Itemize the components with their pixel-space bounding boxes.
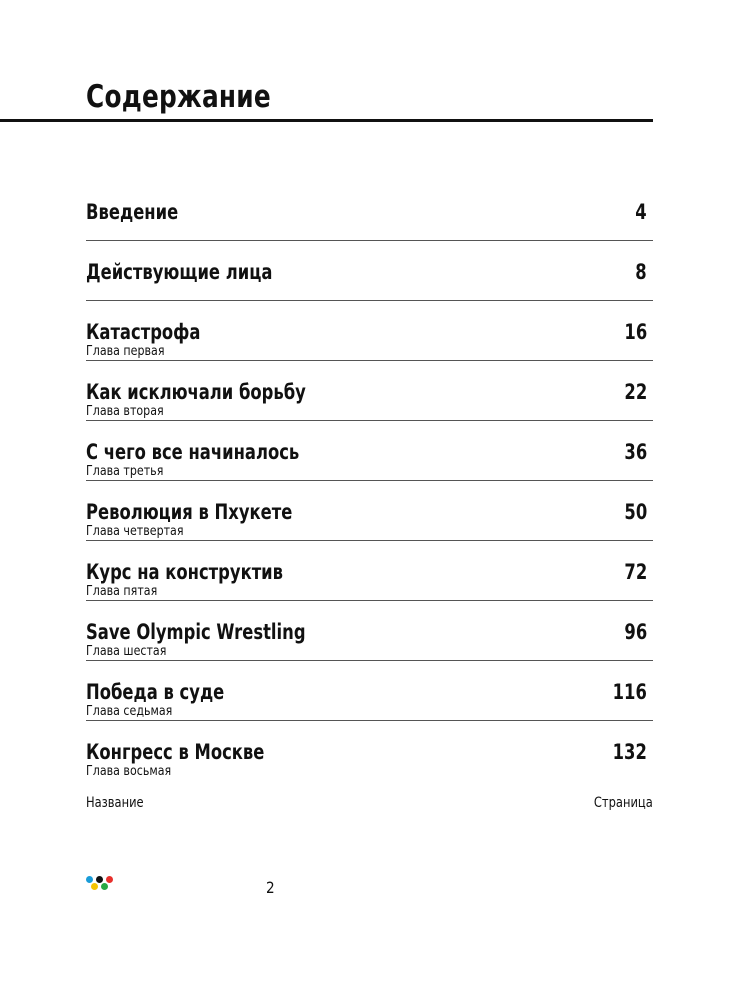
toc-entry-page: 132 (612, 740, 647, 764)
toc-entry-subtitle: Глава первая (86, 343, 165, 359)
toc-entry-title: Введение (86, 200, 179, 224)
toc-entry-chapter-3[interactable] (86, 421, 653, 481)
toc-entry-chapter-5[interactable] (86, 541, 653, 601)
toc-entry-page: 8 (635, 260, 647, 284)
toc-entry-subtitle: Глава четвертая (86, 523, 184, 539)
logo-dot-blue (86, 876, 93, 883)
toc-entry-title: Save Olympic Wrestling (86, 620, 306, 644)
table-of-contents (86, 181, 653, 781)
logo-dot-red (106, 876, 113, 883)
toc-entry-chapter-8[interactable] (86, 721, 653, 781)
toc-entry-title: Как исключали борьбу (86, 380, 306, 404)
toc-entry-chapter-7[interactable] (86, 661, 653, 721)
toc-entry-page: 116 (612, 680, 647, 704)
toc-entry-introduction[interactable] (86, 181, 653, 241)
olympic-rings-dots-icon (86, 876, 116, 894)
title-divider (0, 119, 653, 122)
toc-entry-title: Действующие лица (86, 260, 273, 284)
page-number: 2 (266, 878, 275, 897)
toc-entry-subtitle: Глава шестая (86, 643, 167, 659)
toc-entry-page: 36 (624, 440, 647, 464)
toc-entry-subtitle: Глава вторая (86, 403, 164, 419)
logo-dot-green (101, 883, 108, 890)
page-title: Содержание (86, 79, 271, 115)
toc-entry-page: 72 (624, 560, 647, 584)
toc-entry-subtitle: Глава третья (86, 463, 164, 479)
toc-entry-subtitle: Глава восьмая (86, 763, 172, 779)
toc-entry-subtitle: Глава седьмая (86, 703, 173, 719)
toc-entry-title: Катастрофа (86, 320, 201, 344)
logo-dot-yellow (91, 883, 98, 890)
column-label-page: Страница (594, 795, 653, 811)
toc-entry-title: Конгресс в Москве (86, 740, 265, 764)
toc-entry-chapter-2[interactable] (86, 361, 653, 421)
toc-entry-chapter-1[interactable] (86, 301, 653, 361)
toc-entry-title: С чего все начиналось (86, 440, 300, 464)
column-label-title: Название (86, 795, 144, 811)
toc-entry-page: 4 (635, 200, 647, 224)
toc-entry-page: 50 (624, 500, 647, 524)
toc-entry-page: 96 (624, 620, 647, 644)
toc-entry-title: Курс на конструктив (86, 560, 284, 584)
toc-entry-page: 16 (624, 320, 647, 344)
toc-entry-title: Революция в Пхукете (86, 500, 293, 524)
toc-entry-title: Победа в суде (86, 680, 225, 704)
toc-entry-characters[interactable] (86, 241, 653, 301)
toc-entry-subtitle: Глава пятая (86, 583, 158, 599)
toc-entry-chapter-4[interactable] (86, 481, 653, 541)
toc-entry-page: 22 (624, 380, 647, 404)
toc-entry-chapter-6[interactable] (86, 601, 653, 661)
logo-dot-black (96, 876, 103, 883)
